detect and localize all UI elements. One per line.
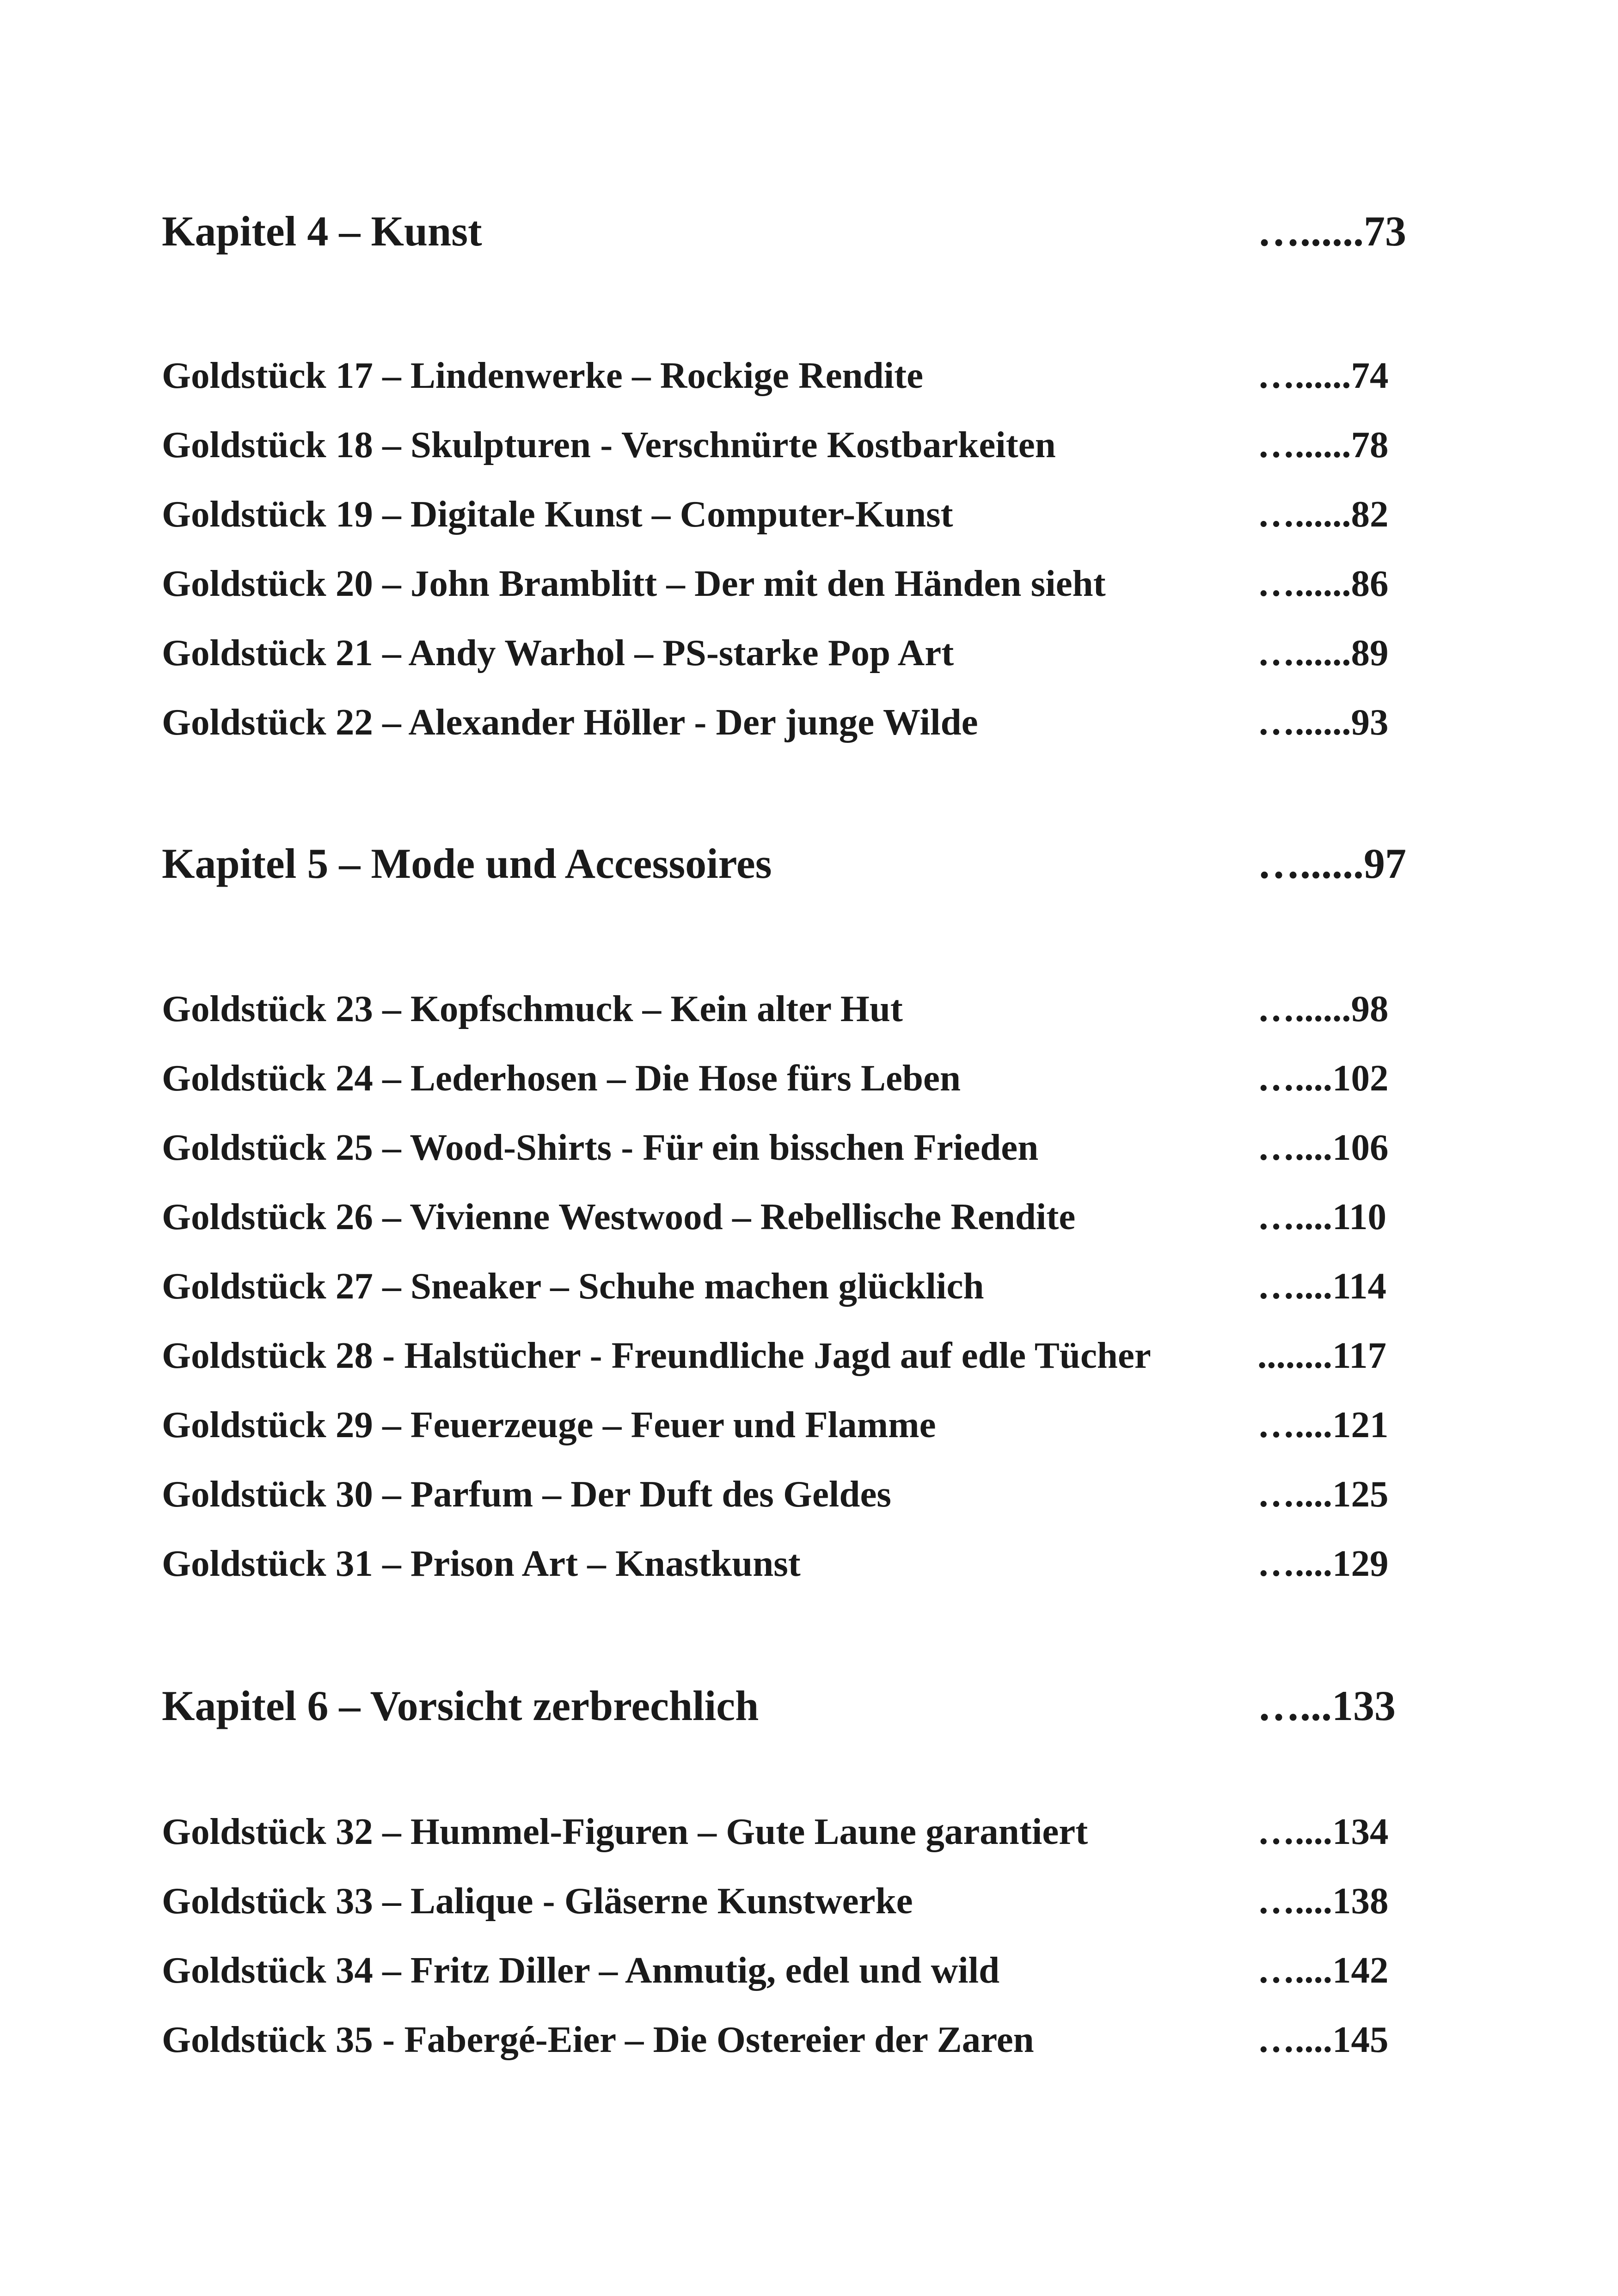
toc-entry-33: [162, 1873, 1405, 1929]
entry-page-number: …......98: [1257, 988, 1389, 1029]
toc-entry-26: [162, 1189, 1405, 1244]
entry-title: Goldstück 18 – Skulpturen - Verschnürte Kostbarkeiten: [162, 424, 1056, 465]
entry-title: Goldstück 21 – Andy Warhol – PS-starke Pop Art: [162, 632, 954, 673]
toc-entry-18: [162, 417, 1405, 472]
toc-entry-31: [162, 1536, 1405, 1591]
entry-title: Goldstück 35 - Fabergé-Eier – Die Ostereier der Zaren: [162, 2019, 1034, 2060]
entry-page-number: …....142: [1257, 1949, 1389, 1991]
entry-page-number: …....121: [1257, 1404, 1389, 1445]
entry-page-number: …....129: [1257, 1543, 1389, 1584]
entry-title: Goldstück 28 - Halstücher - Freundliche Jagd auf edle Tücher: [162, 1335, 1151, 1376]
chapter-page-number: …......97: [1257, 840, 1406, 887]
entry-title: Goldstück 34 – Fritz Diller – Anmutig, edel und wild: [162, 1949, 1000, 1991]
entry-title: Goldstück 19 – Digitale Kunst – Computer-Kunst: [162, 493, 953, 535]
toc-entry-27: [162, 1258, 1405, 1314]
entry-title: Goldstück 27 – Sneaker – Schuhe machen glücklich: [162, 1265, 984, 1307]
entry-title: Goldstück 17 – Lindenwerke – Rockige Rendite: [162, 355, 924, 396]
toc-entry-24: [162, 1050, 1405, 1106]
entry-title: Goldstück 33 – Lalique - Gläserne Kunstwerke: [162, 1880, 913, 1922]
entry-title: Goldstück 25 – Wood-Shirts - Für ein bisschen Frieden: [162, 1127, 1039, 1168]
entry-title: Goldstück 24 – Lederhosen – Die Hose fürs Leben: [162, 1057, 961, 1099]
chapter-heading-4: [162, 203, 1405, 259]
chapter-title: Kapitel 4 – Kunst: [162, 208, 482, 255]
entry-title: Goldstück 23 – Kopfschmuck – Kein alter Hut: [162, 988, 903, 1029]
entry-page-number: …....114: [1257, 1265, 1387, 1307]
toc-entry-29: [162, 1397, 1405, 1452]
entry-page-number: …....125: [1257, 1473, 1389, 1515]
chapter-page-number: …...133: [1257, 1682, 1396, 1729]
toc-entry-28: [162, 1328, 1405, 1383]
entry-title: Goldstück 20 – John Bramblitt – Der mit den Händen sieht: [162, 563, 1106, 604]
entry-page-number: …......74: [1257, 355, 1389, 396]
entry-title: Goldstück 22 – Alexander Höller - Der junge Wilde: [162, 701, 978, 743]
entry-page-number: …....102: [1257, 1057, 1389, 1099]
entry-page-number: …......89: [1257, 632, 1389, 673]
entry-title: Goldstück 31 – Prison Art – Knastkunst: [162, 1543, 801, 1584]
toc-entry-35: [162, 2012, 1405, 2067]
toc-entry-20: [162, 556, 1405, 611]
entry-page-number: …....106: [1257, 1127, 1389, 1168]
chapter-title: Kapitel 6 – Vorsicht zerbrechlich: [162, 1682, 759, 1729]
toc-entry-21: [162, 625, 1405, 680]
entry-page-number: ........117: [1257, 1335, 1387, 1376]
toc-entry-23: [162, 981, 1405, 1036]
entry-title: Goldstück 30 – Parfum – Der Duft des Geldes: [162, 1473, 891, 1515]
chapter-heading-5: [162, 836, 1405, 891]
entry-page-number: …....145: [1257, 2019, 1389, 2060]
entry-page-number: …....138: [1257, 1880, 1389, 1922]
chapter-page-number: …......73: [1257, 208, 1406, 255]
entry-page-number: …......93: [1257, 701, 1389, 743]
chapter-heading-6: [162, 1678, 1405, 1733]
chapter-title: Kapitel 5 – Mode und Accessoires: [162, 840, 772, 887]
entry-page-number: …......82: [1257, 493, 1389, 535]
toc-entry-22: [162, 694, 1405, 750]
entry-page-number: …....110: [1257, 1196, 1387, 1237]
toc-entry-34: [162, 1942, 1405, 1998]
entry-page-number: …......78: [1257, 424, 1389, 465]
entry-page-number: …....134: [1257, 1811, 1389, 1852]
toc-entry-25: [162, 1120, 1405, 1175]
entry-title: Goldstück 26 – Vivienne Westwood – Rebellische Rendite: [162, 1196, 1076, 1237]
toc-entry-32: [162, 1804, 1405, 1859]
entry-title: Goldstück 32 – Hummel-Figuren – Gute Laune garantiert: [162, 1811, 1088, 1852]
entry-page-number: …......86: [1257, 563, 1389, 604]
toc-entry-17: [162, 348, 1405, 403]
toc-entry-19: [162, 486, 1405, 542]
toc-entry-30: [162, 1466, 1405, 1522]
entry-title: Goldstück 29 – Feuerzeuge – Feuer und Flamme: [162, 1404, 936, 1445]
